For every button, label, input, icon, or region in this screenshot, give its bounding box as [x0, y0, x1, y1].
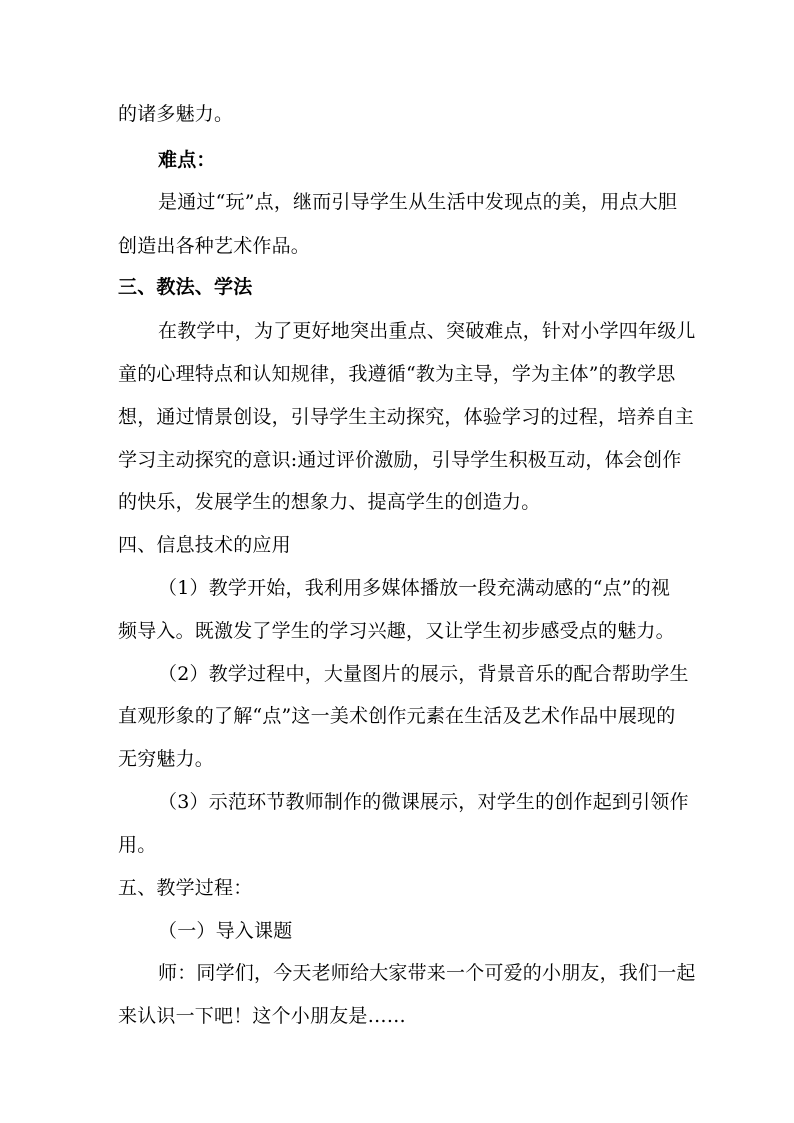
section-heading-methods: 三、教法、学法 [118, 276, 253, 298]
text-line: 童的心理特点和认知规律，我遵循“教为主导，学为主体”的教学思 [118, 363, 676, 385]
text-line-continuation: 的诸多魅力。 [118, 103, 234, 125]
text-line: 来认识一下吧！这个小朋友是…… [118, 1005, 407, 1027]
text-line: 创造出各种艺术作品。 [118, 235, 311, 257]
text-line: （3）示范环节教师制作的微课展示，对学生的创作起到引领作 [158, 791, 689, 813]
section-heading-process: 五、教学过程： [118, 877, 253, 899]
text-line: 用。 [118, 834, 157, 856]
text-line: 师：同学们，今天老师给大家带来一个可爱的小朋友，我们一起 [158, 962, 696, 984]
text-line: （2）教学过程中，大量图片的展示，背景音乐的配合帮助学生 [158, 663, 689, 685]
section-heading-it: 四、信息技术的应用 [118, 534, 291, 556]
text-line: （1）教学开始，我利用多媒体播放一段充满动感的“点”的视 [158, 577, 671, 599]
text-line: 在教学中，为了更好地突出重点、突破难点，针对小学四年级儿 [158, 320, 696, 342]
text-line: 是通过“玩”点，继而引导学生从生活中发现点的美，用点大胆 [158, 191, 678, 213]
text-line: 直观形象的了解“点”这一美术创作元素在生活及艺术作品中展现的 [118, 705, 676, 727]
heading-difficulty: 难点： [158, 149, 216, 171]
text-line: 想，通过情景创设，引导学生主动探究，体验学习的过程，培养自主 [118, 406, 695, 428]
text-line: 学习主动探究的意识:通过评价激励，引导学生积极互动，体会创作 [118, 449, 682, 471]
text-line: 频导入。既激发了学生的学习兴趣，又让学生初步感受点的魅力。 [118, 620, 675, 642]
text-line: 无穷魅力。 [118, 748, 215, 770]
subsection-heading-intro: （一）导入课题 [158, 920, 293, 942]
text-line: 的快乐，发展学生的想象力、提高学生的创造力。 [118, 491, 541, 513]
